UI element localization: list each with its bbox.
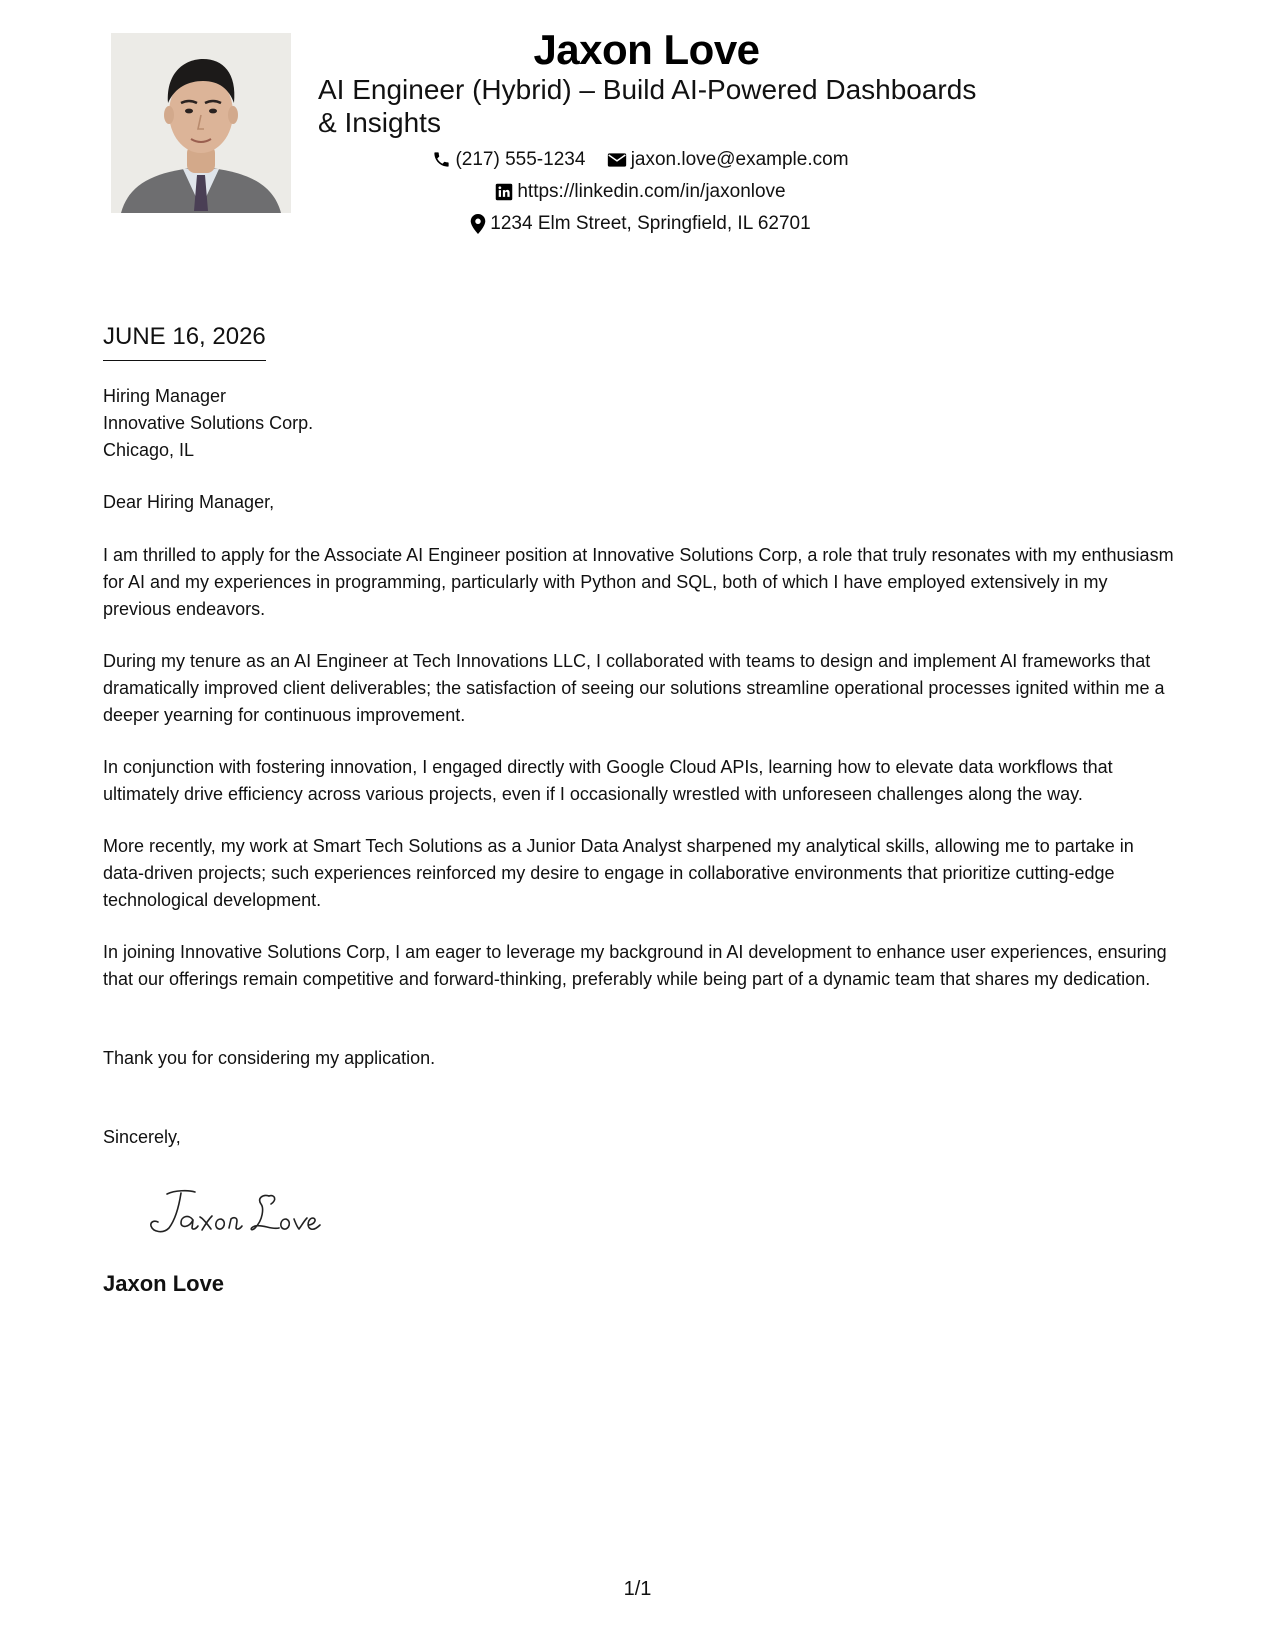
closing-thanks: Thank you for considering my application. [103, 1048, 436, 1068]
street-address: 1234 Elm Street, Springfield, IL 62701 [490, 213, 811, 234]
recipient-title: Hiring Manager [103, 386, 227, 406]
recipient-block [103, 383, 313, 464]
contact-row-phone-email [318, 147, 963, 173]
signoff: Sincerely, [103, 1127, 181, 1147]
applicant-name: Jaxon Love [533, 26, 760, 73]
linkedin-url: https://linkedin.com/in/jaxonlove [517, 181, 786, 202]
map-pin-icon [470, 211, 486, 237]
email-contact[interactable] [607, 147, 849, 173]
address-contact [470, 211, 810, 237]
body-paragraph-2: During my tenure as an AI Engineer at Tech Innovations LLC, I collaborated with teams to design and implement AI frameworks that dramatically improved client deliverables; the satisfaction of seeing our solutions streamline operational processes ignited within me a deeper yearning for continuous improvement. [103, 651, 1165, 725]
phone-icon [432, 147, 451, 173]
recipient-location: Chicago, IL [103, 440, 195, 460]
phone-number: (217) 555-1234 [455, 149, 586, 170]
profile-photo [111, 33, 291, 213]
phone-contact[interactable] [432, 147, 585, 173]
contact-row-address [318, 211, 963, 237]
body-paragraph-1: I am thrilled to apply for the Associate AI Engineer position at Innovative Solutions Corp, a role that truly resonates with my enthusiasm for AI and my experiences in programming, particularly with Python and SQL, both of which I have employed extensively in my previous endeavors. [103, 545, 1174, 619]
headline-line-1: AI Engineer (Hybrid) – Build AI-Powered Dashboards [318, 74, 977, 105]
greeting: Dear Hiring Manager, [103, 492, 275, 512]
body-paragraph-5: In joining Innovative Solutions Corp, I am eager to leverage my background in AI development to enhance user experiences, ensuring that our offerings remain competitive and forward-thinking, preferably while being part of a dynamic team that shares my dedication. [103, 942, 1167, 989]
linkedin-icon [495, 179, 513, 205]
headline [318, 73, 988, 139]
letter-date: JUNE 16, 2026 [103, 322, 266, 361]
contact-row-linkedin [318, 179, 963, 205]
envelope-icon [607, 147, 627, 173]
body-paragraph-3: In conjunction with fostering innovation, I engaged directly with Google Cloud APIs, learning how to elevate data workflows that ultimately drive efficiency across various projects, even if I occasionally wrestled with unforeseen challenges along the way. [103, 757, 1113, 804]
page-number: 1/1 [623, 1578, 652, 1600]
handwritten-signature [145, 1182, 335, 1242]
recipient-company: Innovative Solutions Corp. [103, 413, 314, 433]
linkedin-contact[interactable] [495, 179, 785, 205]
signer-name: Jaxon Love [103, 1271, 225, 1296]
body-paragraph-4: More recently, my work at Smart Tech Solutions as a Junior Data Analyst sharpened my analytical skills, allowing me to partake in data-driven projects; such experiences reinforced my desire to engage in collaborative environments that prioritize cutting-edge technological development. [103, 836, 1134, 910]
headline-line-2: & Insights [318, 107, 441, 138]
email-address: jaxon.love@example.com [630, 149, 849, 170]
